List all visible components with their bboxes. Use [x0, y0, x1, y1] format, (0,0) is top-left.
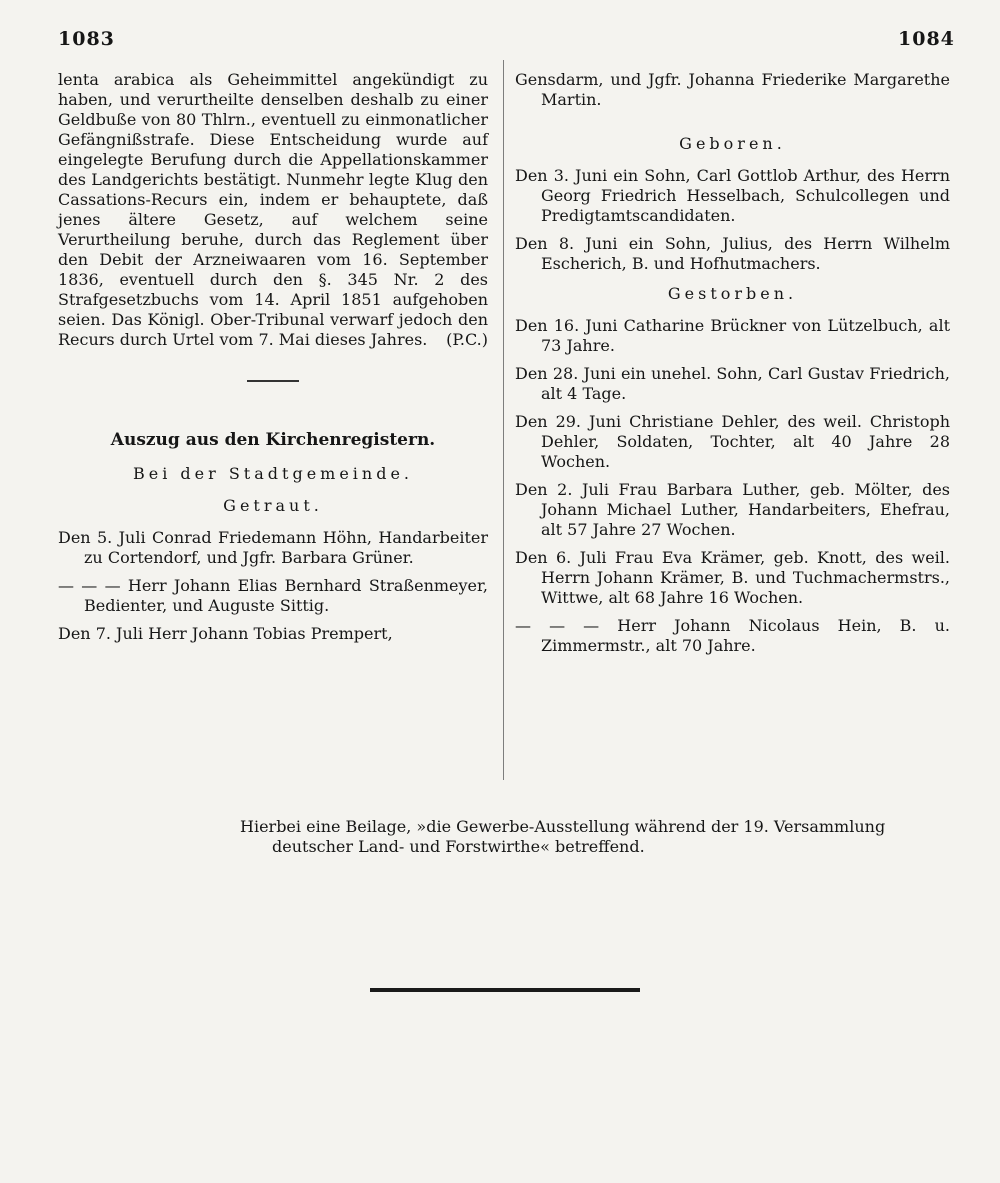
footer-rule — [370, 988, 640, 992]
column-divider — [503, 60, 504, 780]
supplement-notice-line-1: Hierbei eine Beilage, »die Gewerbe-Ausstellung während der 19. Versammlung — [240, 817, 886, 836]
married-entry: Den 7. Juli Herr Johann Tobias Prempert, — [58, 624, 393, 643]
married-entry-continued: Gensdarm, und Jgfr. Johanna Friederike Margarethe Martin. — [515, 70, 950, 109]
married-heading: Getraut. — [223, 496, 323, 515]
born-entry: Den 3. Juni ein Sohn, Carl Gottlob Arthur, des Herrn Georg Friedrich Hesselbach, Schulcollegen und Predigtamtscandidaten. — [515, 166, 950, 225]
signature: (P.C.) — [446, 330, 488, 349]
supplement-notice — [240, 817, 952, 857]
died-entry: Den 16. Juni Catharine Brückner von Lützelbuch, alt 73 Jahre. — [515, 316, 950, 355]
married-entry: Den 5. Juli Conrad Friedemann Höhn, Handarbeiter zu Cortendorf, und Jgfr. Barbara Grüner. — [58, 528, 488, 567]
supplement-notice-line-2: deutscher Land- und Forstwirthe« betreffend. — [272, 837, 645, 856]
court-report-text: lenta arabica als Geheimmittel angekündigt zu haben, und verurtheilte denselben deshalb zu einer Geldbuße von 80 Thlrn., eventuell zu einmonatlicher Gefängnißstrafe. Diese Entscheidung wurde auf eingelegte Berufung durch die Appellationskammer des Landgerichts bestätigt. Nunmehr legte Klug den Cassations-Recurs ein, indem er behauptete, daß jenes ältere Gesetz, auf welchem seine Verurtheilung beruhe, durch das Reglement über den Debit der Arzneiwaaren vom 16. September 1836, eventuell durch den §. 345 Nr. 2 des Strafgesetzbuchs vom 14. April 1851 aufgehoben seien. Das Königl. Ober-Tribunal verwarf jedoch den Recurs durch Urtel vom 7. Mai dieses Jahres. — [58, 70, 488, 349]
section-divider — [247, 380, 299, 382]
died-entry: Den 29. Juni Christiane Dehler, des weil. Christoph Dehler, Soldaten, Tochter, alt 40 Jahre 28 Wochen. — [515, 412, 950, 471]
left-column — [58, 70, 488, 652]
died-entry: Den 28. Juni ein unehel. Sohn, Carl Gustav Friedrich, alt 4 Tage. — [515, 364, 950, 403]
born-entry: Den 8. Juni ein Sohn, Julius, des Herrn Wilhelm Escherich, B. und Hofhutmachers. — [515, 234, 950, 273]
born-heading: Geboren. — [679, 134, 786, 153]
died-heading: Gestorben. — [667, 284, 798, 303]
page-number-right: 1084 — [898, 28, 955, 50]
died-entry: Den 6. Juli Frau Eva Krämer, geb. Knott, des weil. Herrn Johann Krämer, B. und Tuchmachermstrs., Wittwe, alt 68 Jahre 16 Wochen. — [515, 548, 950, 607]
died-entry: Den 2. Juli Frau Barbara Luther, geb. Mölter, des Johann Michael Luther, Handarbeiters, Ehefrau, alt 57 Jahre 27 Wochen. — [515, 480, 950, 539]
section-heading: Auszug aus den Kirchenregistern. — [110, 430, 436, 450]
right-column — [515, 70, 950, 664]
section-subheading: Bei der Stadtgemeinde. — [132, 464, 414, 483]
married-entry: — — — Herr Johann Elias Bernhard Straßenmeyer, Bedienter, und Auguste Sittig. — [58, 576, 488, 615]
page-number-left: 1083 — [58, 28, 115, 50]
died-entry: — — — Herr Johann Nicolaus Hein, B. u. Zimmermstr., alt 70 Jahre. — [515, 616, 950, 655]
